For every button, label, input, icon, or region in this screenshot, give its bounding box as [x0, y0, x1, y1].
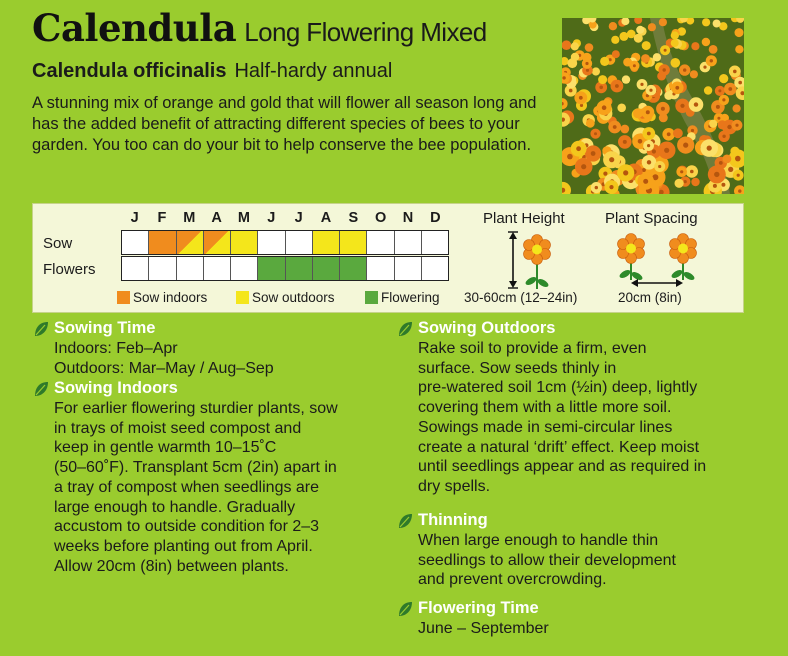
leaf-icon: [396, 512, 414, 530]
sow-grid: [121, 230, 449, 255]
sowing-outdoors-heading: Sowing Outdoors: [418, 319, 556, 337]
body-line: a tray of compost when seedlings are: [54, 478, 320, 496]
title-row: [32, 6, 487, 50]
body-line: create a natural ‘drift’ effect. Keep moist: [418, 438, 700, 456]
month-letter: S: [348, 210, 359, 226]
legend-sow-indoors: [117, 290, 207, 305]
height-arrow-icon: [507, 231, 561, 289]
month-letter: M: [183, 210, 196, 226]
section-thinning: [396, 510, 676, 590]
sowing-indoors-heading: Sowing Indoors: [54, 379, 178, 397]
sow-cell-mar: [177, 231, 204, 254]
body-line: (50–60˚F). Transplant 5cm (2in) apart in: [54, 459, 337, 477]
month-letter: J: [130, 210, 139, 226]
flower-cell-mar: [177, 257, 204, 280]
leaf-icon: [396, 320, 414, 338]
month-letter: M: [237, 210, 251, 226]
section-sowing-outdoors: [396, 318, 706, 497]
flower-cell-sep: [340, 257, 367, 280]
legend-label-indoors: Sow indoors: [133, 290, 208, 305]
flower-cell-jul: [286, 257, 313, 280]
sow-cell-oct: [367, 231, 394, 254]
sow-cell-feb: [149, 231, 176, 254]
plant-spacing-value: 20cm (8in): [618, 290, 682, 305]
sow-cell-nov: [395, 231, 422, 254]
legend-flowering: [365, 290, 440, 305]
calendula-photo: [562, 18, 744, 194]
plant-height-label: Plant Height: [483, 210, 565, 227]
month-letter: J: [294, 210, 303, 226]
month-letter: O: [375, 210, 387, 226]
body-line: For earlier flowering sturdier plants, sow: [54, 400, 338, 417]
variety-name: Long Flowering Mixed: [244, 17, 487, 47]
flowers-row-label: Flowers: [43, 261, 96, 278]
body-line: pre-watered soil 1cm (½in) deep, lightly: [418, 379, 698, 397]
legend-label-outdoors: Sow outdoors: [252, 290, 335, 305]
plant-title: Calendula: [32, 6, 237, 50]
thinning-body: [396, 531, 676, 590]
sowing-time-body: [32, 339, 274, 378]
sow-cell-jan: [122, 231, 149, 254]
legend-swatch-green: [365, 291, 378, 304]
section-flowering-time: [396, 598, 549, 639]
sowing-outdoors-body: [396, 339, 706, 497]
body-line: Outdoors: Mar–May / Aug–Sep: [54, 359, 274, 377]
section-sowing-time: [32, 318, 274, 378]
sow-cell-jun: [258, 231, 285, 254]
month-letter: N: [402, 210, 414, 226]
spacing-arrow-icon: [611, 232, 703, 288]
body-line: accustom to outside condition for 2–3: [54, 518, 320, 536]
body-line: large enough to handle. Gradually: [54, 498, 296, 516]
legend-swatch-orange: [117, 291, 130, 304]
flower-cell-jan: [122, 257, 149, 280]
flower-cell-dec: [422, 257, 448, 280]
section-sowing-indoors: [32, 378, 338, 576]
month-letter: J: [267, 210, 276, 226]
month-header: [121, 210, 449, 228]
month-letter: F: [157, 210, 167, 226]
sow-cell-sep: [340, 231, 367, 254]
body-line: dry spells.: [418, 477, 491, 495]
body-line: Allow 20cm (8in) between plants.: [54, 557, 289, 575]
body-line: weeks before planting out from April.: [54, 537, 313, 555]
flowering-time-body: [396, 619, 549, 639]
flower-cell-feb: [149, 257, 176, 280]
body-line: and prevent overcrowding.: [418, 571, 607, 589]
leaf-icon: [32, 380, 50, 398]
body-line: Rake soil to provide a firm, even: [418, 340, 647, 357]
flower-cell-jun: [258, 257, 285, 280]
month-letter: A: [211, 210, 222, 226]
body-line: surface. Sow seeds thinly in: [418, 359, 617, 377]
sowing-indoors-body: [32, 399, 338, 576]
plant-height-value: 30-60cm (12–24in): [464, 290, 578, 305]
sow-cell-may: [231, 231, 258, 254]
sow-cell-aug: [313, 231, 340, 254]
body-line: When large enough to handle thin: [418, 532, 659, 549]
flower-cell-oct: [367, 257, 394, 280]
flower-cell-apr: [204, 257, 231, 280]
legend-swatch-yellow: [236, 291, 249, 304]
sow-cell-jul: [286, 231, 313, 254]
legend-sow-outdoors: [236, 290, 335, 305]
sowing-calendar-panel: [32, 203, 744, 313]
body-line: covering them with a little more soil.: [418, 399, 672, 417]
sow-row-label: Sow: [43, 235, 73, 252]
flower-cell-may: [231, 257, 258, 280]
plant-spacing-label: Plant Spacing: [605, 210, 698, 227]
flowers-grid: [121, 256, 449, 281]
sowing-time-heading: Sowing Time: [54, 319, 156, 337]
flower-cell-nov: [395, 257, 422, 280]
body-line: until seedlings appear and as required in: [418, 458, 707, 476]
month-letter: A: [320, 210, 332, 226]
body-line: Indoors: Feb–Apr: [54, 340, 178, 357]
flower-cell-aug: [313, 257, 340, 280]
body-line: keep in gentle warmth 10–15˚C: [54, 439, 277, 457]
flowering-time-heading: Flowering Time: [418, 599, 539, 617]
marigold-flower-icon: [524, 235, 551, 290]
plant-type: Half-hardy annual: [234, 60, 393, 82]
body-line: in trays of moist seed compost and: [54, 419, 302, 437]
latin-name: Calendula officinalis: [32, 60, 227, 82]
thinning-heading: Thinning: [418, 511, 488, 529]
legend-label-flowering: Flowering: [381, 290, 440, 305]
sow-cell-dec: [422, 231, 448, 254]
leaf-icon: [396, 600, 414, 618]
sow-cell-apr: [204, 231, 231, 254]
botanical-line: [32, 60, 392, 83]
month-letter: D: [430, 210, 441, 226]
leaf-icon: [32, 320, 50, 338]
body-line: June – September: [418, 620, 549, 637]
body-line: seedlings to allow their development: [418, 551, 676, 569]
intro-text: A stunning mix of orange and gold that will flower all season long and has the added benefit of attracting different species of bees to your garden. You too can do your bit to help conserve the bee population.: [32, 94, 537, 154]
body-line: Sowings made in semi-circular lines: [418, 418, 673, 436]
